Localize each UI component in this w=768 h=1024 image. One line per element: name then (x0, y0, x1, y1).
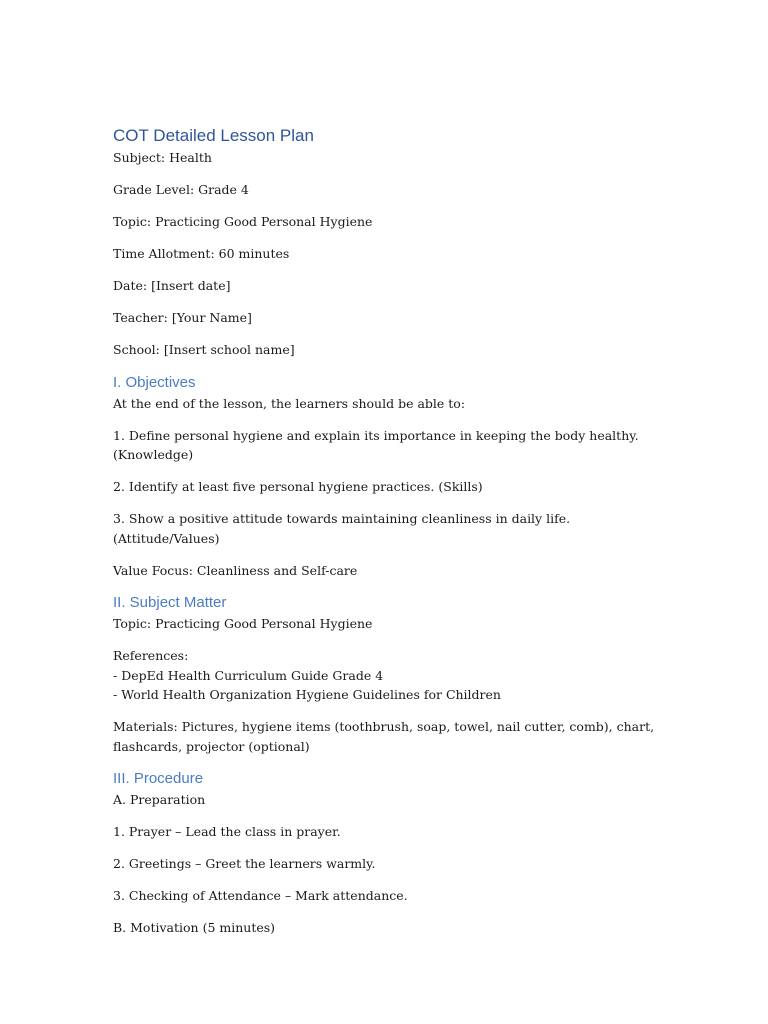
preparation-line: A. Preparation (113, 792, 206, 807)
reference-item-1: - DepEd Health Curriculum Guide Grade 4 (113, 667, 384, 683)
date-line: Date: [Insert date] (113, 278, 231, 293)
subject-matter-topic: Topic: Practicing Good Personal Hygiene (113, 616, 373, 631)
time-allotment-line: Time Allotment: 60 minutes (113, 246, 290, 261)
value-focus-line: Value Focus: Cleanliness and Self-care (113, 562, 358, 578)
objective-item-1-line-2: (Knowledge) (113, 447, 194, 462)
materials-line-1: Materials: Pictures, hygiene items (toothbrush, soap, towel, nail cutter, comb), chart, (113, 719, 655, 734)
references-label: References: (113, 648, 189, 663)
topic-line: Topic: Practicing Good Personal Hygiene (113, 214, 373, 229)
references-block (113, 646, 673, 705)
reference-item-2: - World Health Organization Hygiene Guidelines for Children (113, 687, 501, 702)
document-page (113, 124, 673, 938)
materials-block (113, 717, 673, 756)
materials-line-2: flashcards, projector (optional) (113, 738, 310, 754)
procedure-heading: III. Procedure (113, 770, 204, 787)
subject-matter-heading: II. Subject Matter (113, 594, 227, 611)
objectives-heading: I. Objectives (113, 373, 196, 391)
objective-item-2: 2. Identify at least five personal hygiene practices. (Skills) (113, 479, 483, 494)
motivation-line: B. Motivation (5 minutes) (113, 920, 276, 935)
objective-item-1-line-1: 1. Define personal hygiene and explain its importance in keeping the body healthy. (113, 427, 639, 443)
school-line: School: [Insert school name] (113, 342, 295, 357)
subject-line: Subject: Health (113, 150, 212, 165)
document-title: COT Detailed Lesson Plan (113, 126, 314, 145)
objective-item-1 (113, 426, 673, 465)
grade-level-line: Grade Level: Grade 4 (113, 182, 249, 197)
objectives-intro: At the end of the lesson, the learners should be able to: (113, 395, 466, 411)
teacher-line: Teacher: [Your Name] (113, 310, 252, 325)
procedure-step-3: 3. Checking of Attendance – Mark attendance. (113, 888, 408, 903)
procedure-step-2: 2. Greetings – Greet the learners warmly. (113, 856, 376, 871)
procedure-step-1: 1. Prayer – Lead the class in prayer. (113, 824, 341, 839)
objective-item-3: 3. Show a positive attitude towards maintaining cleanliness in daily life. (Attitude/Values) (113, 511, 571, 546)
